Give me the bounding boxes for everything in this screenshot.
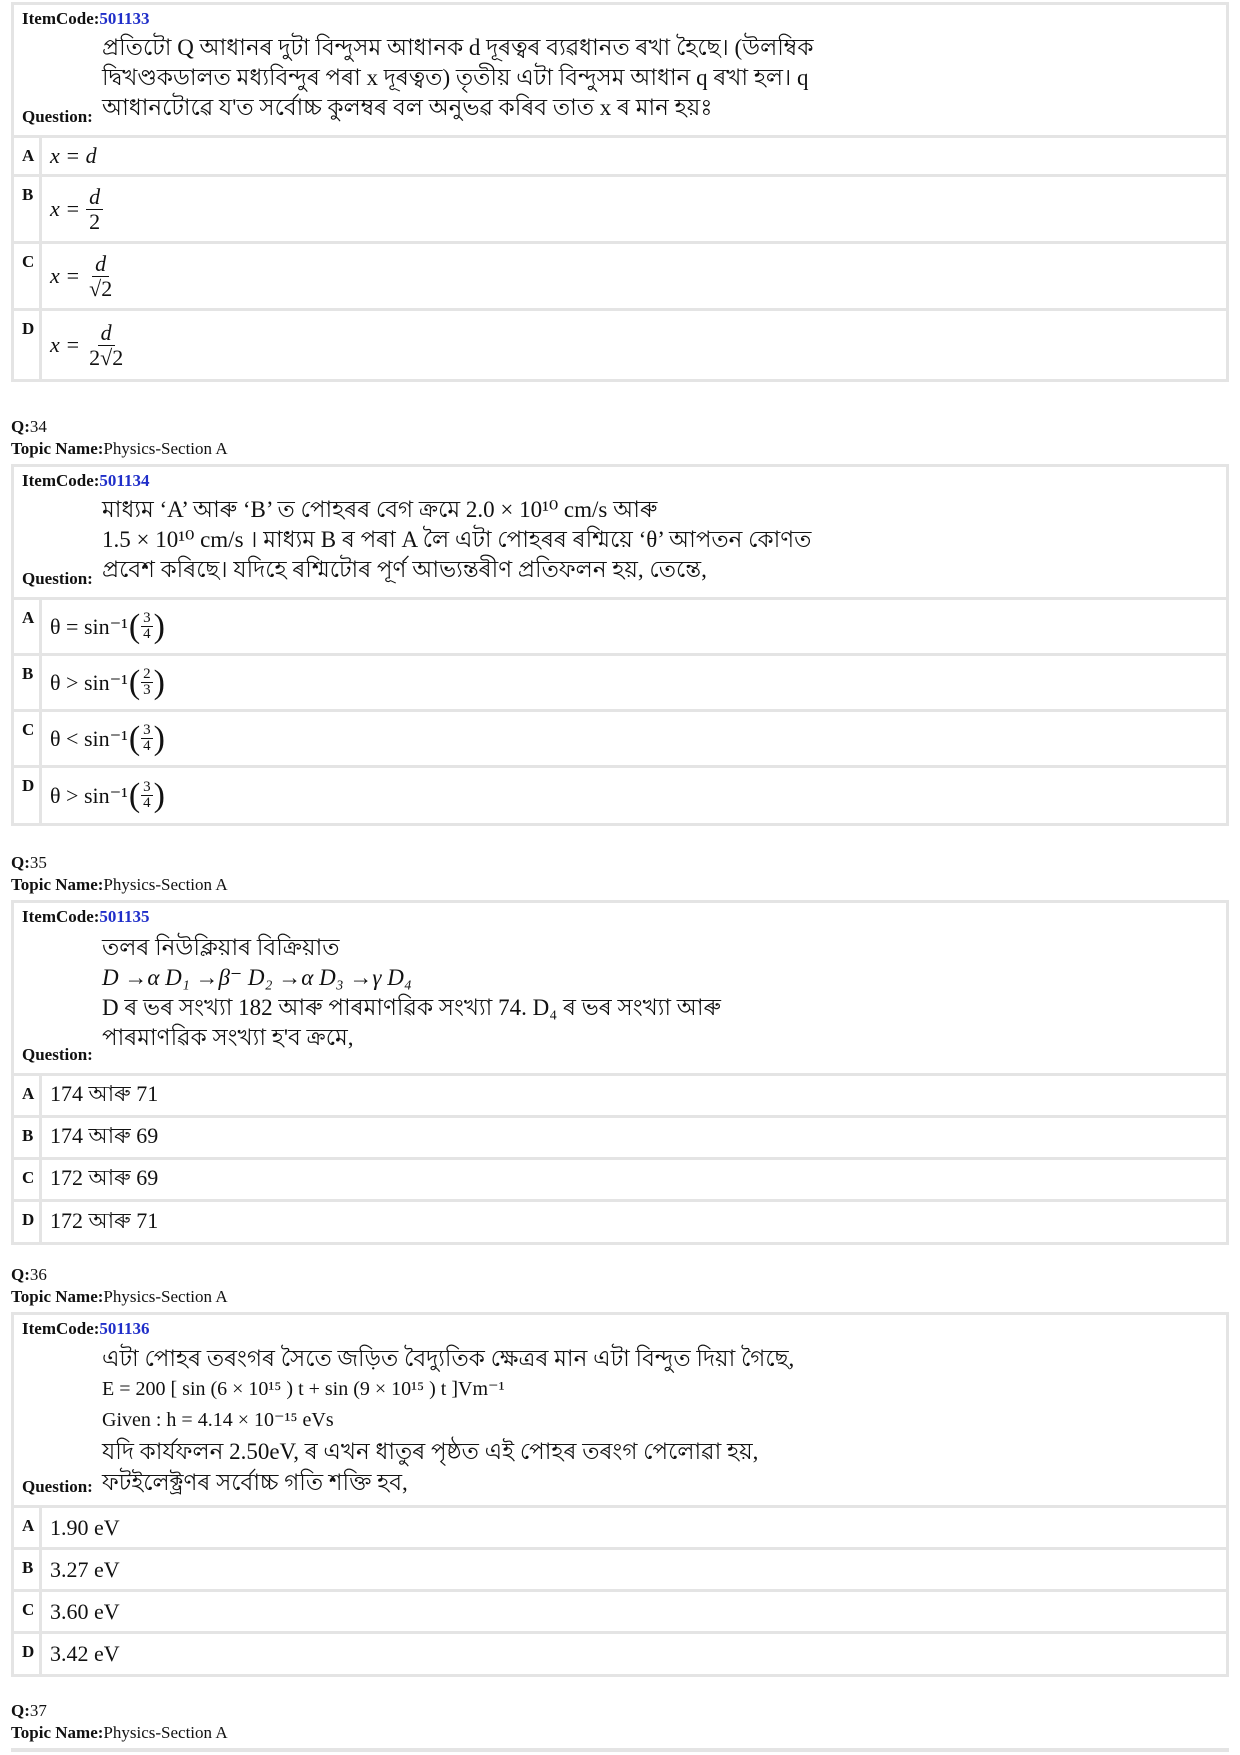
option-value: 174 আৰু 71 xyxy=(50,1081,159,1106)
option-key: D xyxy=(14,768,42,823)
question-line: এটা পোহৰ তৰংগৰ সৈতে জড়িত বৈদ্যুতিক ক্ষেত্ৰৰ মান এটা বিন্দুত দিয়া গৈছে, xyxy=(102,1346,795,1371)
option-b[interactable] xyxy=(14,1550,1226,1592)
option-key: A xyxy=(14,1076,42,1115)
option-a[interactable] xyxy=(14,1076,1226,1118)
question-header-34: Q:34 Topic Name:Physics-Section A xyxy=(11,417,228,458)
question-line: যদি কাৰ্যফলন 2.50eV, ৰ এখন ধাতুৰ পৃষ্ঠত এই পোহৰ তৰংগ পেলোৱা হয়, xyxy=(102,1439,759,1464)
option-d[interactable] xyxy=(14,1202,1226,1242)
question-number: 35 xyxy=(29,853,47,872)
question-header-36: Q:36 Topic Name:Physics-Section A xyxy=(11,1265,228,1306)
question-block xyxy=(14,903,1226,1076)
question-card-501135 xyxy=(11,900,1229,1245)
question-text xyxy=(102,1343,794,1498)
option-key: D xyxy=(14,1202,42,1242)
option-value: θ = sin⁻¹ ( 3 4 ) xyxy=(50,607,165,645)
option-key: C xyxy=(14,712,42,765)
option-d[interactable] xyxy=(14,1634,1226,1674)
option-key: C xyxy=(14,1160,42,1199)
question-line: পাৰমাণৱিক সংখ্যা হ'ব ক্ৰমে, xyxy=(102,1025,354,1050)
fraction: $\frac{d}{√2}$ xyxy=(89,250,113,301)
question-number: 34 xyxy=(29,417,47,436)
option-key: D xyxy=(14,311,42,379)
option-key: C xyxy=(14,1592,42,1631)
question-line: D ৰ ভৰ সংখ্যা 182 আৰু পাৰমাণৱিক সংখ্যা 74. D₄ ৰ ভৰ সংখ্যা আৰু xyxy=(102,995,721,1020)
option-value: x = $\frac{d}{2√2}$ xyxy=(42,311,126,379)
item-code: ItemCode:501136 xyxy=(22,1319,150,1338)
question-line: আধানটোৱে য'ত সৰ্বোচ্চ কুলম্বৰ বল অনুভৱ কৰিব তাত x ৰ মান হয়ঃ xyxy=(102,95,713,120)
reaction-chain: D →α D₁ →β⁻ D₂ →α D₃ →γ D₄ xyxy=(102,965,412,990)
question-text xyxy=(102,933,721,1053)
option-value: x = $\frac{d}{√2}$ xyxy=(42,244,115,308)
equation: E = 200 [ sin (6 × 10¹⁵ ) t + sin (9 × 10¹⁵ ) t ]Vm⁻¹ xyxy=(102,1378,505,1400)
question-header-35: Q:35 Topic Name:Physics-Section A xyxy=(11,853,228,894)
option-key: D xyxy=(14,1634,42,1674)
option-a[interactable] xyxy=(14,138,1226,177)
option-key: B xyxy=(14,1550,42,1589)
question-card-501134 xyxy=(11,464,1229,826)
question-label: Question: xyxy=(22,1477,93,1496)
option-b[interactable] xyxy=(14,656,1226,712)
question-header-37: Q:37 Topic Name:Physics-Section A xyxy=(11,1701,228,1742)
option-value: x = d xyxy=(50,143,97,168)
option-key: A xyxy=(14,138,42,174)
option-key: A xyxy=(14,1508,42,1547)
fraction: $\frac{d}{2√2}$ xyxy=(89,319,124,370)
question-line: প্ৰবেশ কৰিছে। যদিহে ৰশ্মিটোৰ পূৰ্ণ আভ্যন্তৰীণ প্ৰতিফলন হয়, তেন্তে, xyxy=(102,557,707,582)
option-b[interactable] xyxy=(14,177,1226,244)
equation: Given : h = 4.14 × 10⁻¹⁵ eVs xyxy=(102,1409,334,1431)
question-label: Question: xyxy=(22,107,93,126)
question-line: তলৰ নিউক্লিয়াৰ বিক্ৰিয়াত xyxy=(102,935,340,960)
option-key: C xyxy=(14,244,42,308)
option-value: θ > sin⁻¹ ( 3 4 ) xyxy=(50,776,165,814)
card-edge xyxy=(11,1748,1229,1752)
option-a[interactable] xyxy=(14,600,1226,656)
option-key: B xyxy=(14,177,42,241)
question-label: Question: xyxy=(22,569,93,588)
question-number: 37 xyxy=(29,1701,47,1720)
option-value: x = $\frac{d}{2}$ xyxy=(42,177,103,241)
option-c[interactable] xyxy=(14,244,1226,311)
option-d[interactable] xyxy=(14,311,1226,379)
topic-name: Physics-Section A xyxy=(103,1287,228,1306)
question-line: প্ৰতিটো Q আধানৰ দুটা বিন্দুসম আধানক d দূৰত্বৰ ব্যৱধানত ৰখা হৈছে। (উলম্বিক xyxy=(102,35,814,60)
fraction: $\frac{d}{2}$ xyxy=(86,185,103,234)
option-c[interactable] xyxy=(14,712,1226,768)
option-value: 3.42 eV xyxy=(50,1641,120,1666)
question-card-501136 xyxy=(11,1312,1229,1677)
question-text xyxy=(102,33,813,123)
option-value: 174 আৰু 69 xyxy=(50,1123,159,1148)
item-code: ItemCode:501135 xyxy=(22,907,150,926)
question-line: 1.5 × 10¹⁰ cm/s । মাধ্যম B ৰ পৰা A লৈ এটা পোহৰৰ ৰশ্মিয়ে ‘θ’ আপতন কোণত xyxy=(102,527,812,552)
option-value: 3.27 eV xyxy=(50,1556,120,1582)
option-value: 172 আৰু 69 xyxy=(50,1165,159,1190)
option-b[interactable] xyxy=(14,1118,1226,1160)
question-label: Question: xyxy=(22,1045,93,1064)
question-block xyxy=(14,5,1226,138)
option-value: 172 আৰু 71 xyxy=(50,1207,159,1233)
question-line: দ্বিখণ্ডকডালত মধ্যবিন্দুৰ পৰা x দূৰত্বত) তৃতীয় এটা বিন্দুসম আধান q ৰখা হল। q xyxy=(102,65,809,90)
option-value: 1.90 eV xyxy=(50,1514,120,1540)
topic-name: Physics-Section A xyxy=(103,439,228,458)
question-card-501133 xyxy=(11,2,1229,382)
question-line: ফটইলেক্ট্ৰণৰ সৰ্বোচ্চ গতি শক্তি হব, xyxy=(102,1470,408,1495)
question-line: মাধ্যম ‘A’ আৰু ‘B’ ত পোহৰৰ বেগ ক্ৰমে 2.0 × 10¹⁰ cm/s আৰু xyxy=(102,497,658,522)
option-value: 3.60 eV xyxy=(50,1598,120,1624)
topic-name: Physics-Section A xyxy=(103,1723,228,1742)
topic-name: Physics-Section A xyxy=(103,875,228,894)
item-code: ItemCode:501134 xyxy=(22,471,150,490)
question-text xyxy=(102,495,811,585)
question-number: 36 xyxy=(29,1265,47,1284)
option-c[interactable] xyxy=(14,1160,1226,1202)
option-value: θ < sin⁻¹ ( 3 4 ) xyxy=(50,719,165,757)
option-key: B xyxy=(14,1118,42,1157)
option-key: B xyxy=(14,656,42,709)
option-d[interactable] xyxy=(14,768,1226,823)
option-key: A xyxy=(14,600,42,653)
option-c[interactable] xyxy=(14,1592,1226,1634)
item-code: ItemCode:501133 xyxy=(22,9,150,28)
option-value: θ > sin⁻¹ ( 2 3 ) xyxy=(50,663,165,701)
question-block xyxy=(14,467,1226,600)
question-block xyxy=(14,1315,1226,1508)
option-a[interactable] xyxy=(14,1508,1226,1550)
